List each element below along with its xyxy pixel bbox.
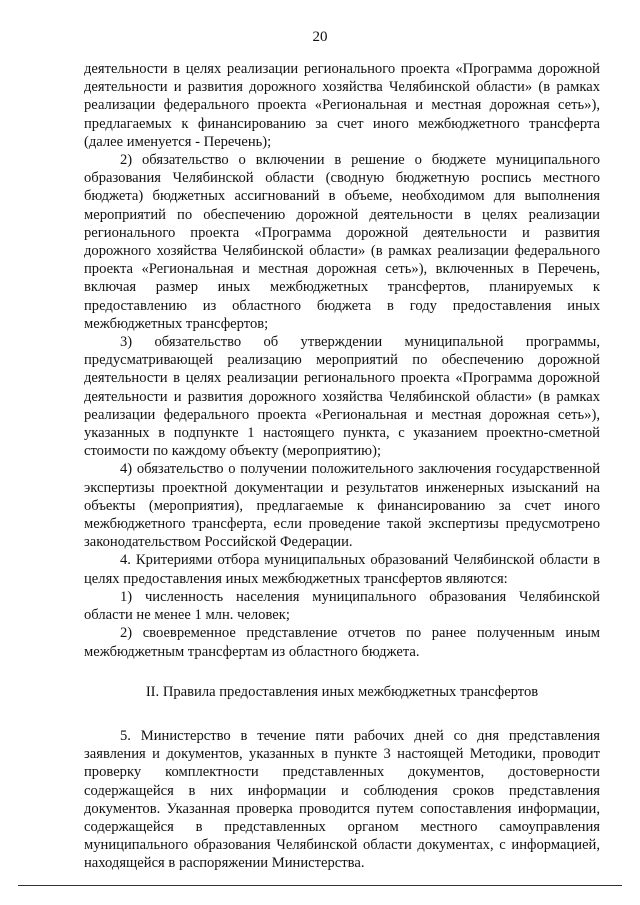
paragraph-criterion-1: 1) численность населения муниципального образования Челябинской области не менее 1 млн. человек; — [84, 588, 600, 624]
paragraph-obligation-4: 4) обязательство о получении положительного заключения государственной экспертизы проектной документации и результатов инженерных изысканий на объекты (мероприятия), предлагаемые к финансированию за счет иного межбюджетного трансферта, если проведение такой экспертизы предусмотрено законодательством Российской Федерации. — [84, 461, 600, 551]
paragraph-obligation-3: 3) обязательство об утверждении муниципальной программы, предусматривающей реализацию мероприятий по обеспечению дорожной деятельности в целях реализации регионального проекта «Программа дорожной деятельности и развития дорожного хозяйства Челябинской области» (в рамках реализации федерального проекта «Региональная и местная дорожная сеть»), указанных в подпункте 1 настоящего пункта, с указанием проектно-сметной стоимости по каждому объекту (мероприятию); — [84, 334, 600, 460]
paragraph-perechen-continuation: деятельности в целях реализации регионального проекта «Программа дорожной деятельности и развития дорожного хозяйства Челябинской области» (в рамках реализации федерального проекта «Региональная и местная дорожная сеть»), предлагаемых к финансированию за счет иного межбюджетного трансферта (далее именуется - Перечень); — [84, 61, 600, 150]
section-heading: II. Правила предоставления иных межбюджетных трансфертов — [145, 683, 539, 700]
paragraph-criterion-2: 2) своевременное представление отчетов по ранее полученным иным межбюджетным трансфертам из областного бюджета. — [84, 625, 600, 660]
page-number: 20 — [312, 29, 328, 45]
document-body — [84, 60, 600, 873]
paragraph-criteria-intro: 4. Критериями отбора муниципальных образований Челябинской области в целях предоставления иных межбюджетных трансфертов являются: — [84, 552, 600, 587]
bottom-divider — [18, 885, 622, 886]
paragraph-obligation-2: 2) обязательство о включении в решение о бюджете муниципального образования Челябинской области (сводную бюджетную роспись местного бюджета) бюджетных ассигнований в объеме, необходимом для выполнения мероприятий по обеспечению дорожной деятельности в целях реализации регионального проекта «Программа дорожной деятельности и развития дорожного хозяйства Челябинской области» (в рамках реализации федерального проекта «Региональная и местная дорожная сеть»), включенных в Перечень, включая размер иных межбюджетных трансфертов, планируемых к предоставлению из областного бюджета в году предоставления иных межбюджетных трансфертов; — [84, 152, 600, 332]
paragraph-item-5: 5. Министерство в течение пяти рабочих дней со дня представления заявления и документов, указанных в пункте 3 настоящей Методики, проводит проверку комплектности представленных документов, достоверности содержащейся в них информации и соблюдения сроков представления документов. Указанная проверка проводится путем сопоставления информации, содержащейся в представленных органом местного самоуправления муниципального образования Челябинской области документах, с информацией, находящейся в распоряжении Министерства. — [84, 727, 600, 872]
